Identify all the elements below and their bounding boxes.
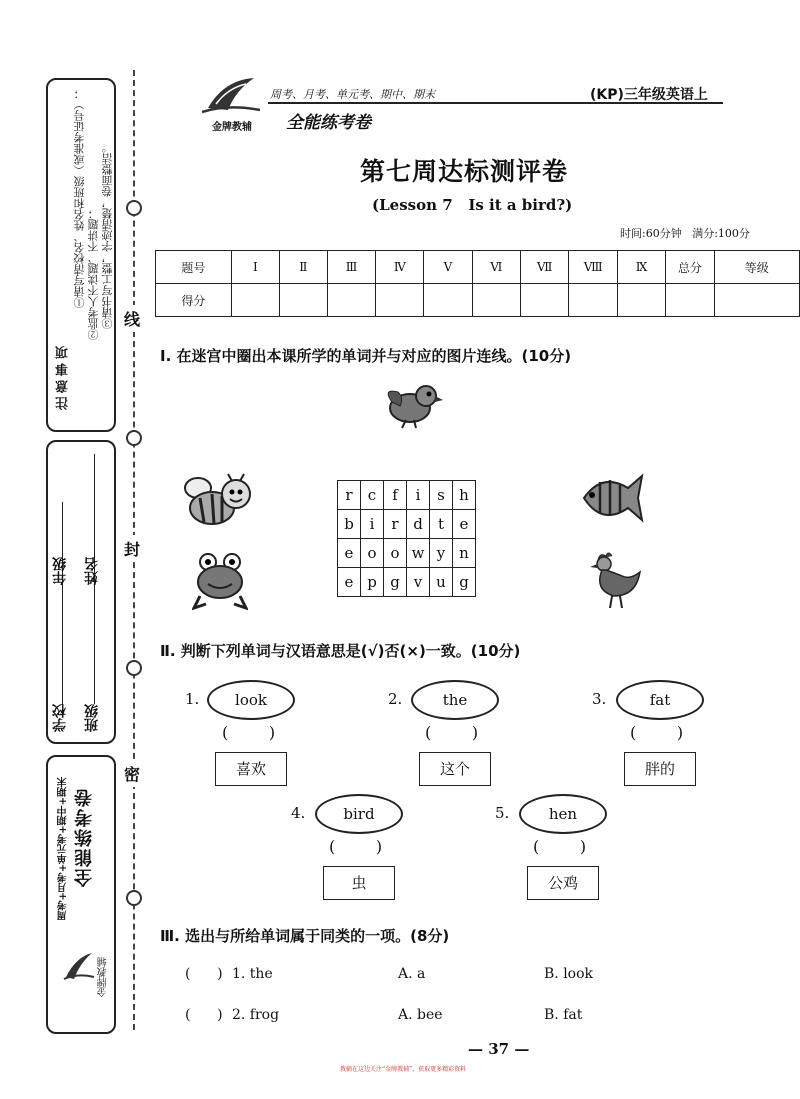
header-logo-image [198, 74, 264, 124]
score-cell[interactable] [472, 284, 520, 317]
brand-tagline: 周考+月考+单元考+期中+期末 [58, 777, 69, 921]
page-title: 第七周达标测评卷 [360, 157, 569, 186]
maze-cell[interactable]: e [338, 568, 361, 597]
maze-cell[interactable]: t [430, 510, 453, 539]
maze-cell[interactable]: g [453, 568, 476, 597]
s3-q2-stem: 2. frog [232, 1007, 280, 1023]
score-cell[interactable] [424, 284, 472, 317]
section1-heading: Ⅰ. 在迷宫中圈出本课所学的单词并与对应的图片连线。(10分) [160, 347, 572, 365]
s2-item2-word: the [411, 680, 499, 720]
s2-item2-answer-blank[interactable]: ( ) [425, 723, 479, 742]
maze-cell[interactable]: r [338, 481, 361, 510]
maze-cell[interactable]: c [361, 481, 384, 510]
score-header-8: Ⅷ [569, 251, 618, 284]
seal-word-close: 密 [124, 760, 140, 787]
score-cell[interactable] [666, 284, 714, 317]
score-cell[interactable] [279, 284, 327, 317]
s2-item2-number: 2. [388, 690, 403, 708]
maze-cell[interactable]: b [338, 510, 361, 539]
maze-cell[interactable]: n [453, 539, 476, 568]
s2-item5-meaning: 公鸡 [527, 866, 599, 900]
maze-cell[interactable]: w [407, 539, 430, 568]
score-header-3: Ⅲ [327, 251, 375, 284]
school-field-label: 学校 [52, 704, 68, 732]
score-cell[interactable] [617, 284, 665, 317]
header-logo-text: 金牌教辅 [212, 122, 252, 133]
maze-cell[interactable]: h [453, 481, 476, 510]
bee-picture[interactable] [182, 472, 254, 532]
binding-hole-3 [126, 660, 142, 676]
maze-cell[interactable]: e [338, 539, 361, 568]
name-field-label: 姓名 [84, 557, 100, 585]
score-cell[interactable] [327, 284, 375, 317]
maze-cell[interactable]: o [361, 539, 384, 568]
hen-picture[interactable] [584, 550, 644, 612]
maze-cell[interactable]: p [361, 568, 384, 597]
score-table [155, 250, 800, 317]
s3-q1-option-b[interactable]: B. look [544, 966, 594, 982]
s2-item5-number: 5. [495, 804, 510, 822]
s3-q1-stem: 1. the [232, 966, 273, 982]
score-header-1: Ⅰ [231, 251, 279, 284]
notice-item-1: ①请写清校名、姓名和班级（或准考证号）； [73, 88, 86, 308]
score-cell[interactable] [714, 284, 800, 317]
maze-cell[interactable]: e [453, 510, 476, 539]
score-header-grade: 等级 [714, 251, 800, 284]
notice-item-3: ③请书写工整，字迹清楚，卷面整洁。 [101, 142, 114, 329]
seal-word-seal: 封 [124, 535, 140, 562]
header-tagline: 周考、月考、单元考、期中、期末 [270, 88, 435, 101]
maze-cell[interactable]: u [430, 568, 453, 597]
s3-q1-answer-blank[interactable]: ( ) [185, 966, 223, 982]
s3-q2-option-b[interactable]: B. fat [544, 1007, 583, 1023]
s2-item1-meaning: 喜欢 [215, 752, 287, 786]
header-brand-title: 全能练考卷 [286, 113, 371, 133]
section3-heading: Ⅲ. 选出与所给单词属于同类的一项。(8分) [160, 927, 450, 945]
s2-item4-word: bird [315, 794, 403, 834]
score-cell[interactable] [520, 284, 568, 317]
s2-item3-number: 3. [592, 690, 607, 708]
maze-cell[interactable]: f [384, 481, 407, 510]
s2-item3-answer-blank[interactable]: ( ) [630, 723, 684, 742]
grade-field-label: 年级 [52, 557, 68, 585]
score-header-2: Ⅱ [279, 251, 327, 284]
frog-picture[interactable] [192, 552, 248, 612]
maze-cell[interactable]: v [407, 568, 430, 597]
maze-cell[interactable]: y [430, 539, 453, 568]
maze-cell[interactable]: i [407, 481, 430, 510]
score-row-label: 得分 [156, 284, 232, 317]
score-cell[interactable] [231, 284, 279, 317]
maze-cell[interactable]: g [384, 568, 407, 597]
s2-item2-meaning: 这个 [419, 752, 491, 786]
maze-cell[interactable]: o [384, 539, 407, 568]
binding-hole-2 [126, 430, 142, 446]
binding-hole-4 [126, 890, 142, 906]
s2-item1-word: look [207, 680, 295, 720]
section2-heading: Ⅱ. 判断下列单词与汉语意思是(√)否(×)一致。(10分) [160, 642, 521, 660]
s3-q2-answer-blank[interactable]: ( ) [185, 1007, 223, 1023]
s2-item4-meaning: 虫 [323, 866, 395, 900]
fish-picture[interactable] [578, 468, 644, 530]
notice-box [46, 78, 116, 432]
s2-item4-answer-blank[interactable]: ( ) [329, 837, 383, 856]
header-edition: (KP)三年级英语上 [590, 87, 708, 103]
maze-cell[interactable]: r [384, 510, 407, 539]
s2-item5-answer-blank[interactable]: ( ) [533, 837, 587, 856]
score-header-9: Ⅸ [617, 251, 665, 284]
brand-logo-text: 金牌教辅 [98, 957, 109, 997]
score-cell[interactable] [376, 284, 424, 317]
header-rule [268, 102, 723, 104]
score-header-6: Ⅵ [472, 251, 520, 284]
s2-item5-word: hen [519, 794, 607, 834]
score-cell[interactable] [569, 284, 618, 317]
page-subtitle: (Lesson 7 Is it a bird?) [372, 196, 573, 214]
brand-title: 全能练考卷 [74, 787, 95, 887]
brand-box [46, 755, 116, 1034]
time-info: 时间:60分钟 满分:100分 [620, 227, 750, 240]
class-field-label: 班级 [84, 704, 100, 732]
maze-cell[interactable]: d [407, 510, 430, 539]
score-header-5: Ⅴ [424, 251, 472, 284]
seal-word-line: 线 [124, 305, 140, 332]
s3-q2-option-a[interactable]: A. bee [398, 1007, 443, 1023]
maze-cell[interactable]: s [430, 481, 453, 510]
score-header-label: 题号 [156, 251, 232, 284]
s2-item3-meaning: 胖的 [624, 752, 696, 786]
s2-item1-answer-blank[interactable]: ( ) [222, 723, 276, 742]
notice-item-2: ②监考人不读题、不讲题； [87, 208, 100, 340]
score-header-7: Ⅶ [520, 251, 568, 284]
score-header-total: 总分 [666, 251, 714, 284]
footer-note: 教辅在这边关注“金牌教辅”，获取更多精彩资料 [340, 1066, 467, 1073]
page-number: — 37 — [468, 1040, 530, 1058]
school-field-line[interactable] [62, 502, 63, 707]
s2-item1-number: 1. [185, 690, 200, 708]
brand-logo-image [62, 949, 96, 983]
s2-item3-word: fat [616, 680, 704, 720]
s3-q1-option-a[interactable]: A. a [398, 966, 426, 982]
maze-cell[interactable]: i [361, 510, 384, 539]
bird-picture[interactable] [380, 378, 444, 430]
binding-hole-1 [126, 200, 142, 216]
student-info-box [46, 440, 116, 744]
notice-label: 注意事项 [56, 342, 71, 410]
s2-item4-number: 4. [291, 804, 306, 822]
word-maze [337, 480, 476, 597]
score-header-4: Ⅳ [376, 251, 424, 284]
